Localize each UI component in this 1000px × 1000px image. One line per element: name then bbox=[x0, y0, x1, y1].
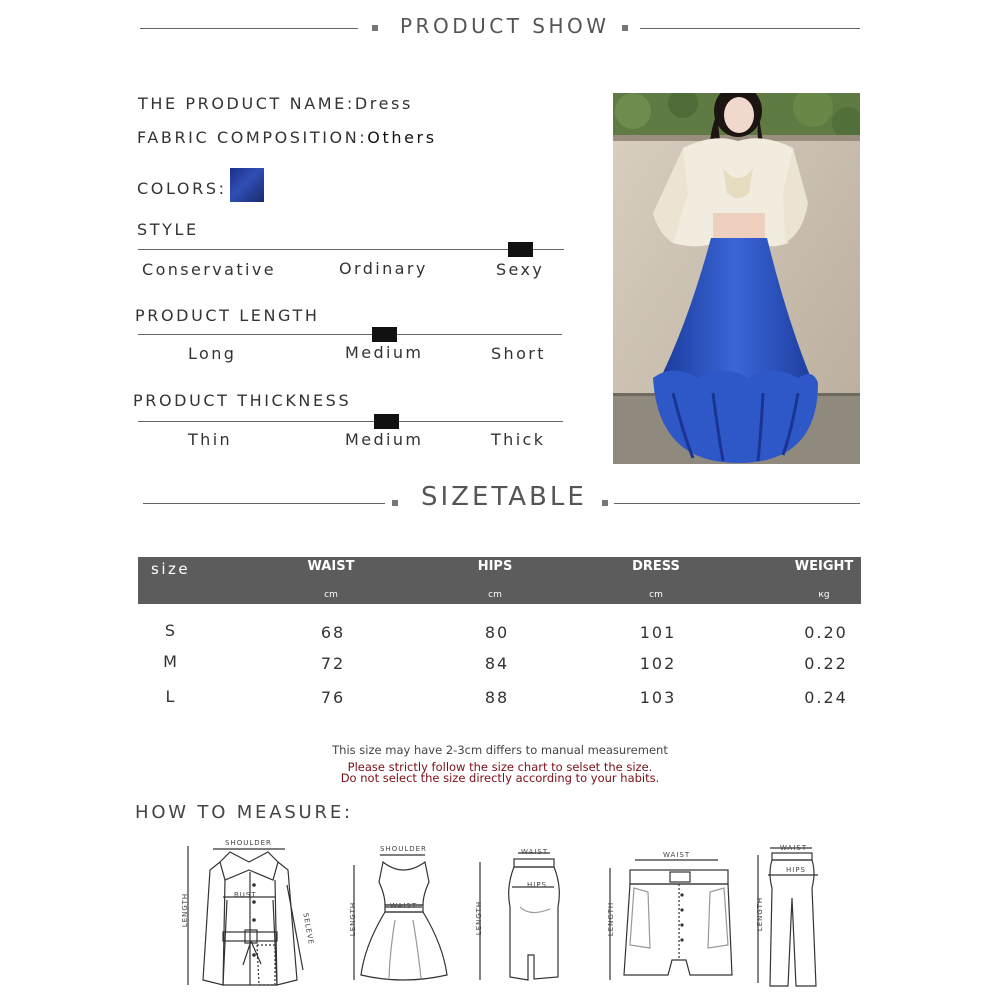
skirt-diagram bbox=[470, 847, 580, 985]
length-title: PRODUCT LENGTH bbox=[135, 306, 320, 325]
thickness-scale-marker bbox=[374, 414, 399, 429]
shorts-waist-label: WAIST bbox=[663, 851, 691, 859]
row-m-waist: 72 bbox=[320, 654, 346, 673]
row-s-size: S bbox=[164, 621, 178, 640]
row-m-hips: 84 bbox=[484, 654, 510, 673]
sizetable-title: SIZETABLE bbox=[421, 482, 587, 512]
row-l-size: L bbox=[165, 687, 177, 706]
dress-shoulder-label: SHOULDER bbox=[380, 845, 427, 853]
dress-waist-label: WAIST bbox=[390, 902, 418, 910]
jacket-bust-label: BUST bbox=[234, 891, 257, 899]
divider-square-right bbox=[622, 25, 628, 31]
thickness-option-medium: Medium bbox=[345, 430, 424, 449]
column-header-hips: HIPS bbox=[477, 559, 513, 574]
product-show-title: PRODUCT SHOW bbox=[400, 14, 610, 38]
column-header-dress: DRESS bbox=[632, 559, 680, 574]
length-option-short: Short bbox=[491, 344, 546, 363]
row-m-weight: 0.22 bbox=[804, 654, 848, 673]
jacket-length-label: LENGTH bbox=[181, 892, 190, 928]
column-unit-waist: cm bbox=[324, 590, 338, 600]
how-to-measure-title: HOW TO MEASURE: bbox=[135, 802, 353, 823]
product-name bbox=[138, 94, 413, 113]
length-option-medium: Medium bbox=[345, 343, 424, 362]
column-unit-dress: cm bbox=[649, 590, 663, 600]
divider-square-left bbox=[372, 25, 378, 31]
column-header-waist: WAIST bbox=[307, 559, 355, 574]
row-m-size: M bbox=[163, 652, 179, 671]
pants-length-label: LENGTH bbox=[756, 896, 765, 932]
sizetable-square-left bbox=[392, 500, 398, 506]
column-unit-hips: cm bbox=[488, 590, 502, 600]
sizetable-divider-left bbox=[143, 503, 385, 504]
divider-left bbox=[140, 28, 358, 29]
jacket-sleeve-label: SELEVE bbox=[301, 912, 315, 946]
row-s-weight: 0.20 bbox=[804, 623, 848, 642]
colors-label: COLORS: bbox=[137, 179, 227, 198]
row-l-dress: 103 bbox=[639, 688, 677, 707]
sizetable-divider-right bbox=[614, 503, 860, 504]
skirt-hips-label: HIPS bbox=[527, 881, 547, 889]
style-option-conservative: Conservative bbox=[142, 260, 276, 279]
row-s-hips: 80 bbox=[484, 623, 510, 642]
column-header-weight: WEIGHT bbox=[794, 559, 854, 574]
skirt-waist-label: WAIST bbox=[521, 848, 549, 856]
jacket-shoulder-label: SHOULDER bbox=[225, 839, 272, 847]
thickness-option-thick: Thick bbox=[491, 430, 546, 449]
color-swatch-blue[interactable] bbox=[230, 168, 264, 202]
row-l-hips: 88 bbox=[484, 688, 510, 707]
row-s-dress: 101 bbox=[639, 623, 677, 642]
row-m-dress: 102 bbox=[639, 654, 677, 673]
pants-waist-label: WAIST bbox=[780, 844, 808, 852]
style-title: STYLE bbox=[137, 220, 199, 239]
length-scale-marker bbox=[372, 327, 397, 342]
fabric-label: FABRIC COMPOSITION: bbox=[137, 128, 368, 147]
column-header-size: size bbox=[151, 560, 191, 578]
fabric-value: Others bbox=[367, 128, 437, 147]
product-name-value: Dress bbox=[354, 94, 413, 113]
style-scale-marker bbox=[508, 242, 533, 257]
shorts-length-label: LENGTH bbox=[607, 901, 616, 937]
size-table-header bbox=[138, 557, 861, 604]
shorts-diagram bbox=[600, 850, 740, 985]
size-note-follow-chart: Please strictly follow the size chart to selset the size. bbox=[347, 760, 653, 774]
thickness-option-thin: Thin bbox=[188, 430, 233, 449]
row-l-waist: 76 bbox=[320, 688, 346, 707]
column-unit-weight: кg bbox=[818, 590, 830, 600]
dress-length-label: LENGTH bbox=[349, 901, 358, 937]
style-option-sexy: Sexy bbox=[496, 260, 545, 279]
size-note-measurement: This size may have 2-3cm differs to manual measurement bbox=[332, 743, 668, 757]
sizetable-square-right bbox=[602, 500, 608, 506]
length-scale-line bbox=[138, 334, 562, 335]
product-photo bbox=[613, 93, 860, 464]
thickness-title: PRODUCT THICKNESS bbox=[133, 391, 352, 410]
length-option-long: Long bbox=[188, 344, 237, 363]
style-option-ordinary: Ordinary bbox=[339, 259, 428, 278]
thickness-scale-line bbox=[138, 421, 563, 422]
product-name-label: THE PRODUCT NAME: bbox=[138, 94, 355, 113]
row-s-waist: 68 bbox=[320, 623, 346, 642]
pants-hips-label: HIPS bbox=[786, 866, 806, 874]
fabric-composition bbox=[137, 128, 437, 147]
skirt-length-label: LENGTH bbox=[475, 900, 484, 936]
row-l-weight: 0.24 bbox=[804, 688, 848, 707]
dress-diagram bbox=[345, 850, 455, 985]
size-note-habits: Do not select the size directly according to your habits. bbox=[340, 771, 660, 785]
divider-right bbox=[640, 28, 860, 29]
style-scale-line bbox=[138, 249, 564, 250]
